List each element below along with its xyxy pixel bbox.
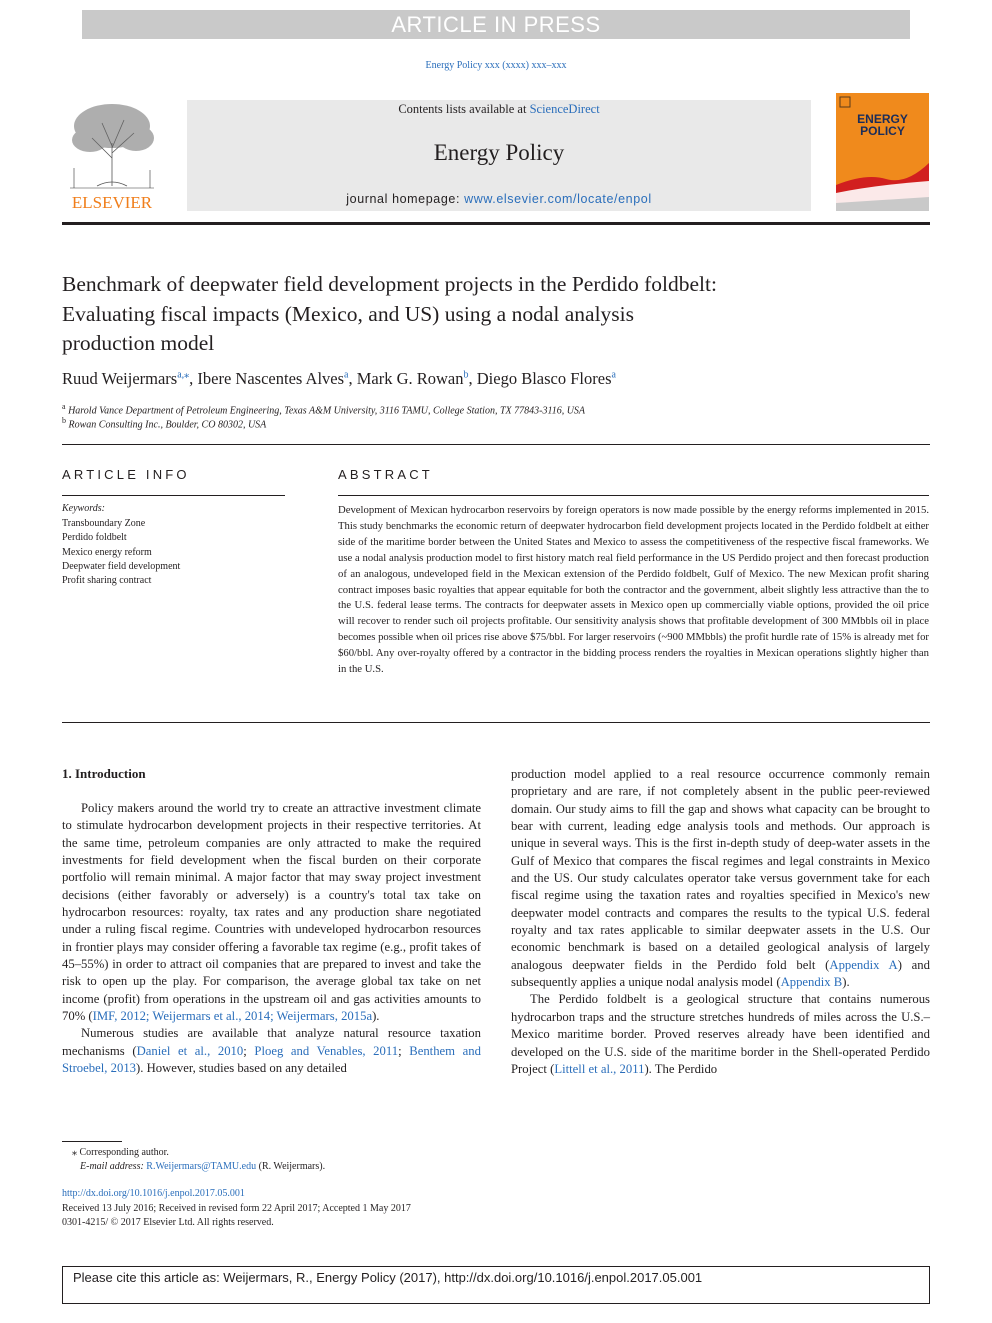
author-list: Ruud Weijermars$^{a,⁎}$, Ibere Nascentes Alves$^a$, Mark G. Rowan$^b$, Diego Blasco Flores$^a$ xyxy=(62,369,616,388)
author-name: Diego Blasco Flores xyxy=(476,369,612,388)
divider xyxy=(62,722,930,723)
homepage-link[interactable]: www.elsevier.com/locate/enpol xyxy=(464,192,652,206)
appendix-link[interactable]: Appendix A xyxy=(829,957,898,972)
title-line-3: production model xyxy=(62,331,215,355)
divider xyxy=(338,495,929,496)
title-line-1: Benchmark of deepwater field development projects in the Perdido foldbelt: xyxy=(62,272,717,296)
affil-text: Harold Vance Department of Petroleum Engineering, Texas A&M University, 3116 TAMU, College Station, TX 77843-3116, USA xyxy=(68,405,586,417)
elsevier-wordmark: ELSEVIER xyxy=(71,193,153,212)
citation-link[interactable]: Benthem and Stroebel, 2013 xyxy=(62,1043,481,1076)
paragraph-text: ). The Perdido xyxy=(644,1061,718,1076)
article-in-press-banner: ARTICLE IN PRESS xyxy=(82,10,910,39)
sciencedirect-link[interactable]: ScienceDirect xyxy=(529,102,600,116)
cite-this-article-box xyxy=(62,1266,930,1304)
affil-text: Rowan Consulting Inc., Boulder, CO 80302, USA xyxy=(68,419,267,431)
paragraph-text: ). xyxy=(372,1009,380,1024)
paragraph-text: ; xyxy=(243,1043,255,1058)
author-affil-sup[interactable]: a,⁎ xyxy=(177,369,190,381)
citation-link[interactable]: Ploeg and Venables, 2011 xyxy=(254,1043,399,1058)
cover-art-icon xyxy=(836,93,929,211)
doi-link[interactable]: http://dx.doi.org/10.1016/j.enpol.2017.05.001 xyxy=(62,1188,245,1199)
affil-label: b xyxy=(62,416,66,425)
keyword: Perdido foldbelt xyxy=(62,532,127,543)
paragraph-text: Numerous studies are available that analyze natural resource taxation mechanisms ( xyxy=(62,1026,481,1058)
journal-name: Energy Policy xyxy=(433,140,565,165)
paragraph-text: ). xyxy=(842,975,850,990)
paragraph xyxy=(511,766,930,991)
paragraph-text: production model applied to a real resource occurrence commonly remain proprietary and are rare, if not completely absent in the public peer-reviewed domain. Our study aims to fill the gap and shows what capacity can be brought to bear with current, leading edge analysis tools and methods. Our approach is unique in several ways. This is the first in-depth study of deep-water assets in the Gulf of Mexico that compares the fiscal regimes and legal constraints in Mexico and the US. Our study calculates operator take versus government take for each fiscal regime using the taxation rates and royalties specified in Mexico's new deepwater model contracts and compares the results to the typical U.S. federal royalty and tax rates applicable to similar deepwater assets in the U.S. Our economic benchmark is based on a detailed geological analysis of largely analogous deepwater fields in the Perdido fold belt ( xyxy=(511,767,930,972)
elsevier-tree-icon xyxy=(62,98,162,213)
keywords-label: Keywords: xyxy=(62,503,105,514)
abstract-heading: ABSTRACT xyxy=(338,467,433,482)
divider xyxy=(62,495,285,496)
title-line-2: Evaluating fiscal impacts (Mexico, and US) using a nodal analysis xyxy=(62,301,635,326)
homepage-line xyxy=(187,192,811,206)
citation-link[interactable]: Daniel et al., 2010 xyxy=(136,1043,244,1058)
citation-link[interactable]: Littell et al., 2011 xyxy=(554,1061,645,1076)
author-name: Ibere Nascentes Alves xyxy=(197,369,345,388)
keyword: Mexico energy reform xyxy=(62,547,152,558)
paragraph xyxy=(511,991,930,1078)
paragraph-text: Policy makers around the world try to create an attractive investment climate to stimulate hydrocarbon development projects in their respective territories. At the same time, petroleum companies are only attracted to make the required investments for field development when the fiscal burden on their corporate portfolio will remain minimal. A major factor that may sway project investment decisions (either favorably or adversely) is a country's total tax take on hydrocarbon resources: royalty, tax rates and any production share negotiated under a ruling fiscal regime. Countries with undeveloped hydrocarbon resources in frontier plays may consider offering a favorable tax regime (e.g., profit takes of 45–55%) in order to attract oil companies that are prepared to invest and take the risk to open up the play. For comparison, the average global tax take on net income (profit) from operations in the upstream oil and gas activities amounts to 70% ( xyxy=(62,801,481,1024)
cover-title-line2: POLICY xyxy=(860,124,905,138)
article-title xyxy=(62,270,922,359)
keyword: Profit sharing contract xyxy=(62,575,152,586)
copyright-note: 0301-4215/ © 2017 Elsevier Ltd. All rights reserved. xyxy=(62,1217,274,1228)
contents-line xyxy=(187,100,811,117)
author-name: Ruud Weijermars xyxy=(62,369,178,388)
cover-title-line1: ENERGY xyxy=(857,112,908,126)
paragraph-text: The Perdido foldbelt is a geological structure that contains numerous hydrocarbon traps and the structure stretches hundreds of miles across the U.S.–Mexico maritime border. Proved reserves already have been identified and developed on the U.S. side of the maritime border in the Shell-operated Perdido Project ( xyxy=(511,992,930,1076)
cite-this-article-text[interactable]: Please cite this article as: Weijermars, R., Energy Policy (2017), http://dx.doi.org/10.1016/j.enpol.2017.05.001 xyxy=(73,1270,703,1285)
keyword: Deepwater field development xyxy=(62,561,181,572)
journal-citation-link[interactable]: Energy Policy xxx (xxxx) xxx–xxx xyxy=(425,60,567,71)
email-suffix: (R. Weijermars). xyxy=(256,1161,326,1172)
journal-header xyxy=(187,100,811,211)
author-affil-sup[interactable]: b xyxy=(463,369,469,381)
paragraph xyxy=(62,800,481,1025)
body-column-left xyxy=(62,800,481,1078)
appendix-link[interactable]: Appendix B xyxy=(780,975,843,990)
journal-cover[interactable] xyxy=(836,93,929,211)
email-link[interactable]: R.Weijermars@TAMU.edu xyxy=(146,1161,257,1172)
header-rule xyxy=(62,222,930,225)
paragraph-text: ). However, studies based on any detailed xyxy=(136,1061,347,1076)
author-affil-sup[interactable]: a xyxy=(611,369,616,381)
paragraph xyxy=(62,1025,481,1077)
affiliation xyxy=(62,416,922,430)
body-column-right xyxy=(511,766,930,1078)
received-dates: Received 13 July 2016; Received in revised form 22 April 2017; Accepted 1 May 2017 xyxy=(62,1203,411,1214)
divider xyxy=(62,444,930,445)
email-label: E-mail address: xyxy=(80,1161,147,1172)
citation-link[interactable]: IMF, 2012; Weijermars et al., 2014; Weijermars, 2015a xyxy=(92,1009,373,1024)
section-heading-introduction: 1. Introduction xyxy=(62,766,146,781)
email-note xyxy=(80,1161,325,1172)
author-name: Mark G. Rowan xyxy=(356,369,464,388)
corresponding-author-note: ⁎ Corresponding author. xyxy=(72,1147,169,1158)
keyword: Transboundary Zone xyxy=(62,518,146,529)
affiliation xyxy=(62,402,922,416)
article-info-heading: ARTICLE INFO xyxy=(62,467,190,482)
paragraph-text: ) and subsequently applies a unique nodal analysis model ( xyxy=(511,957,930,990)
author-affil-sup[interactable]: a xyxy=(344,369,349,381)
paragraph-text: ; xyxy=(398,1043,410,1058)
contents-prefix: Contents lists available at xyxy=(398,102,530,116)
homepage-prefix: journal homepage: xyxy=(346,192,465,206)
abstract-text: Development of Mexican hydrocarbon reservoirs by foreign operators is now made possible by the energy reforms implemented in 2015. This study benchmarks the economic return of deepwater hydrocarbon field development projects located in the Perdido foldbelt at either side of the maritime border between the United States and Mexico to assess the competitiveness of the respective fiscal frameworks. We use a nodal analysis production model to first history match real field performance in the US Perdido project and then forecast production of an analogous, undeveloped field in the Mexican extension of the Perdido foldbelt, Gulf of Mexico. The new Mexican profit sharing contract imposes basic royalties that appear equitable for both the contractor and the government, albeit slightly less attractive than the to the U.S. federal lease terms. The contracts for deepwater assets in Mexico open up commercially viable options, provided the oil price will recover to render such oil projects profitable. Our sensitivity analysis shows that profitable development of 300 MMbbls oil in place becomes possible when oil prices rise above $75/bbl. For larger reservoirs (~900 MMbbls) the profit hurdle rate of 15% is already met for $60/bbl. Any over-royalty offered by a contractor in the bidding process renders the royalties in Mexican operations slightly higher than in the U.S. xyxy=(338,504,929,676)
footnote-rule xyxy=(62,1141,122,1142)
affil-label: a xyxy=(62,402,66,411)
elsevier-logo[interactable] xyxy=(62,98,162,213)
